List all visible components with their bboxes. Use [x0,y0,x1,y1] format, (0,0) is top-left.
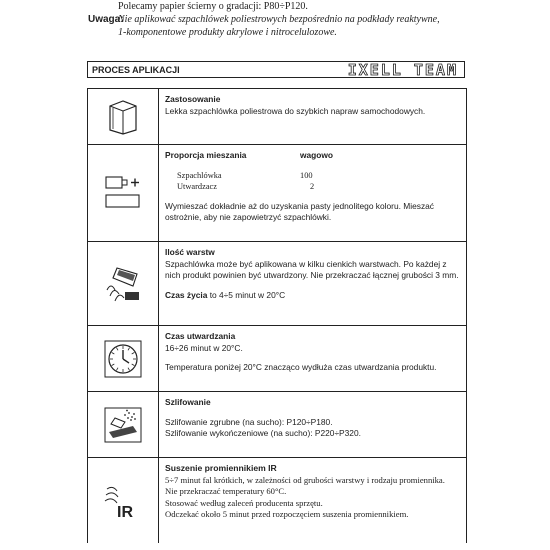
pot-life-value: to 4÷5 minut w 20°C [209,289,286,300]
mixing-row-hardener: Utwardzacz 2 [177,182,315,191]
application-text: Lekka szpachlówka poliestrowa do szybkich napraw samochodowych. [165,105,426,116]
ir-line-2: Nie przekraczać temperatury 60°C. [165,486,287,496]
section-ir-drying [88,458,466,543]
can-icon [105,98,141,136]
sandpaper-recommendation: Polecamy papier ścierny o gradacji: P80÷P120. [118,1,308,12]
curing-note: Temperatura poniżej 20°C znacząco wydłuża czas utwardzania produktu. [165,362,437,372]
mixing-unit: wagowo [300,150,334,160]
process-header [87,61,465,78]
sanding-icon [103,406,143,444]
layers-text: Szpachlówka może być aplikowana w kilku cienkich warstwach. Po każdej z nich produkt powinien być utwardzony. Nie przekraczać łącznej grubości 3 mm. [165,258,459,280]
layers-title: Ilość warstw [165,247,215,257]
uwaga-label: Uwaga: [88,14,124,25]
spatula-layers-icon [103,264,143,304]
pot-life [165,290,460,302]
ir-lamp-icon [103,481,143,521]
section-curing-time [88,326,466,392]
process-table [87,88,467,543]
sanding-title: Szlifowanie [165,397,211,407]
uwaga-line-2: 1-komponentowe produkty akrylowe i nitrocelulozowe. [118,27,337,38]
section-application [88,89,466,145]
curing-time-value: 16÷26 minut w 20°C. [165,342,243,353]
mixing-row-putty: Szpachlówka 100 [177,170,313,180]
curing-title: Czas utwardzania [165,331,236,341]
ir-line-4: Odczekać około 5 minut przed rozpoczęciem suszenia promiennikiem. [165,509,409,519]
application-title: Zastosowanie [165,94,221,104]
ir-icon-text: IR [117,503,133,521]
section-mixing-ratio [88,145,466,242]
sanding-coarse: Szlifowanie zgrubne (na sucho): P120÷P180. [165,416,333,427]
mixing-note: Wymieszać dokładnie aż do uzyskania pasty jednolitego koloru. Mieszać ostrożnie, aby nie zapowietrzyć szpachlówki. [165,200,434,222]
section-layers [88,242,466,326]
ir-title: Suszenie promiennikiem IR [165,463,277,473]
ir-line-3: Stosować według zaleceń producenta sprzętu. [165,497,323,508]
mixing-title: Proporcja mieszania [165,150,247,160]
mixing-ratio-icon [103,173,143,213]
sanding-finish: Szlifowanie wykończeniowe (na sucho): P220÷P320. [165,428,361,438]
section-sanding [88,392,466,458]
uwaga-line-1: Nie aplikować szpachlówek poliestrowych bezpośrednio na podkłady reaktywne, [118,14,440,25]
clock-icon [103,339,143,379]
pot-life-label: Czas życia [165,289,208,300]
intro-text [88,0,538,39]
brand-logo: IXELL TEAM [347,60,458,79]
ir-line-1: 5÷7 minut fal krótkich, w zależności od grubości warstwy i rodzaju promiennika. [165,474,445,485]
process-title: PROCES APLIKACJI [92,64,180,75]
